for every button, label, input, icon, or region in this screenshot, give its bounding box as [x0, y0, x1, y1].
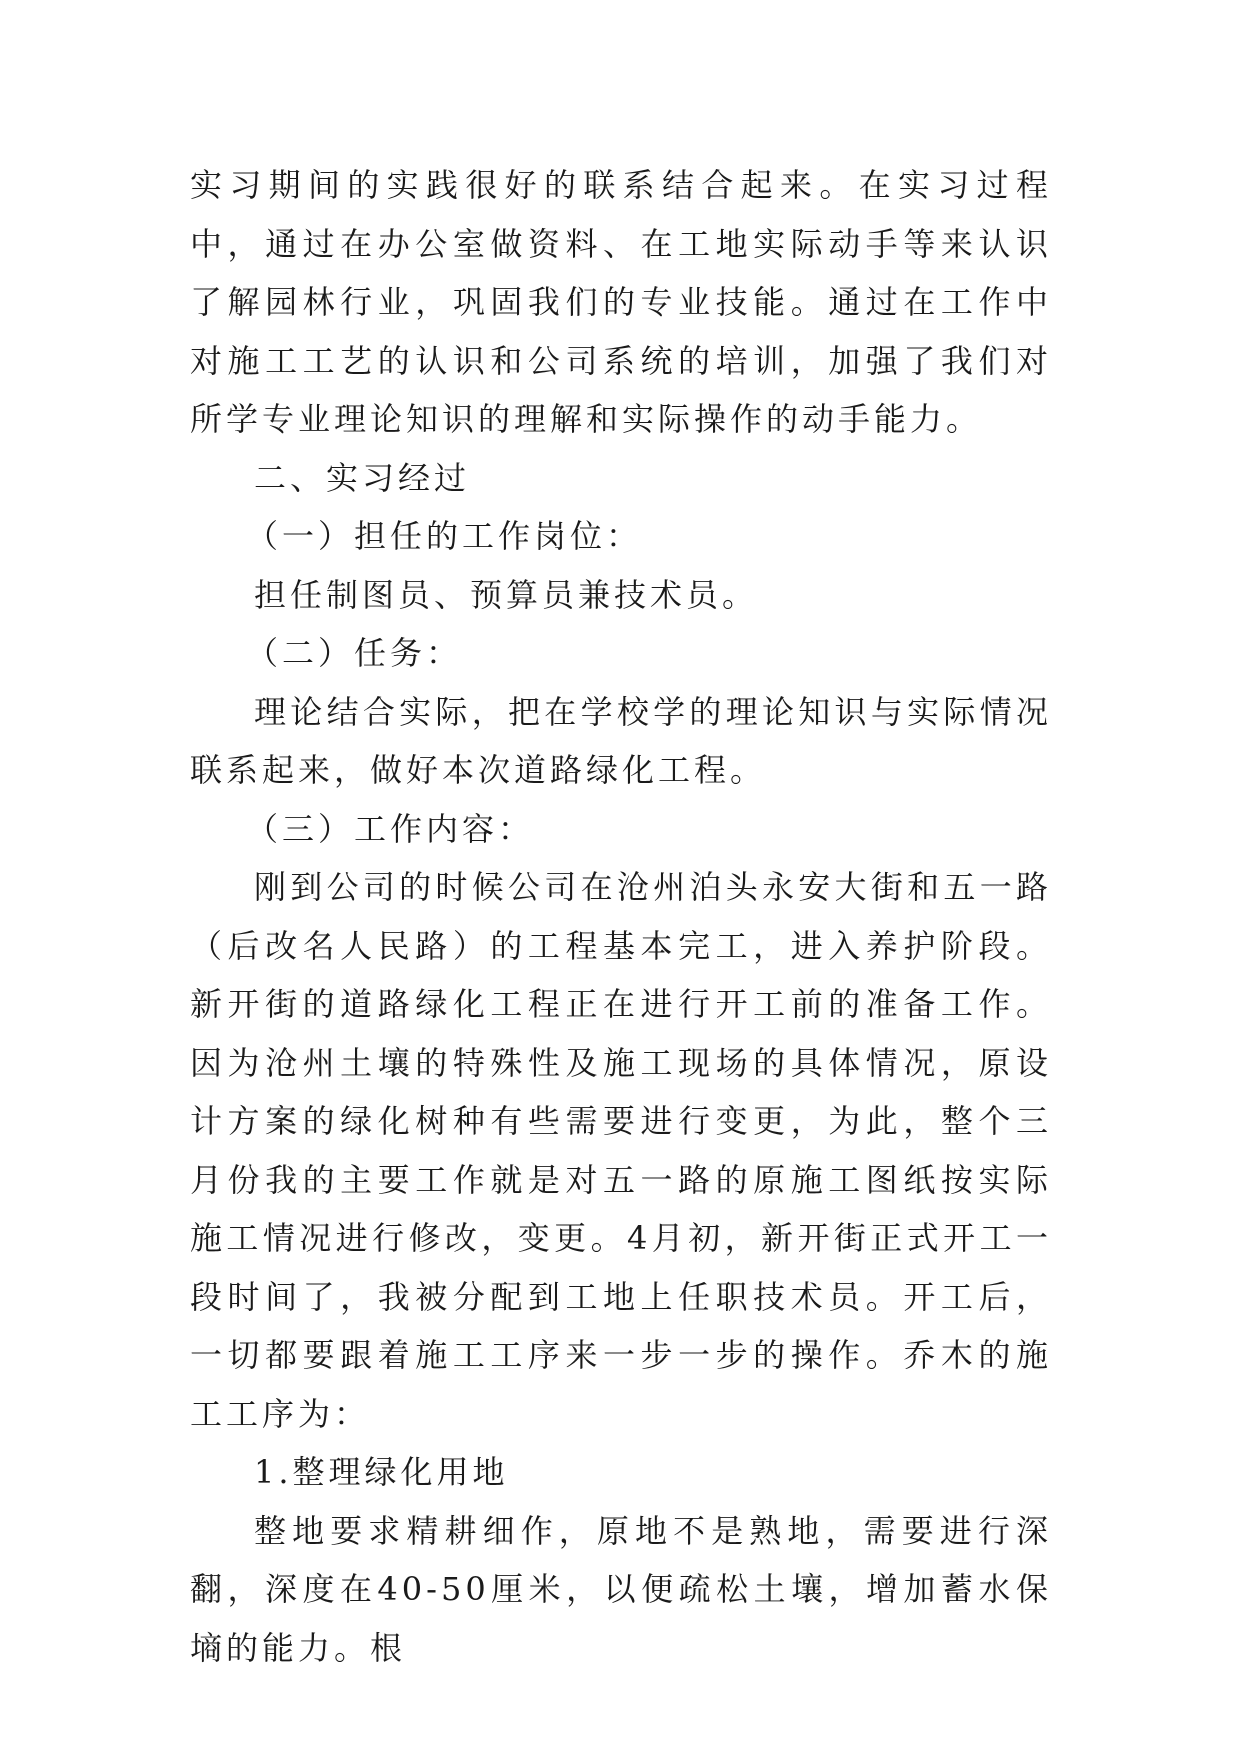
paragraph: 整地要求精耕细作，原地不是熟地，需要进行深翻，深度在40-50厘米，以便疏松土壤，增加蓄水保墒的能力。根	[190, 1511, 1052, 1667]
numbered-heading: 1.整理绿化用地	[254, 1453, 509, 1491]
paragraph: 理论结合实际，把在学校学的理论知识与实际情况联系起来，做好本次道路绿化工程。	[190, 692, 1052, 789]
section-heading: 二、实习经过	[254, 458, 471, 497]
paragraph-continuation: 实习期间的实践很好的联系结合起来。在实习过程中，通过在办公室做资料、在工地实际动手等来认识了解园林行业，巩固我们的专业技能。通过在工作中对施工工艺的认识和公司系统的培训，加强了我们对所学专业理论知识的理解和实际操作的动手能力。	[190, 166, 1052, 438]
subsection-heading: （二）任务：	[246, 634, 463, 672]
paragraph: 担任制图员、预算员兼技术员。	[254, 575, 759, 614]
document-body	[190, 156, 1052, 1677]
subsection-heading: （三）工作内容：	[246, 809, 535, 848]
subsection-heading: （一）担任的工作岗位：	[246, 517, 643, 555]
paragraph: 刚到公司的时候公司在沧州泊头永安大街和五一路（后改名人民路）的工程基本完工，进入养护阶段。新开街的道路绿化工程正在进行开工前的准备工作。因为沧州土壤的特殊性及施工现场的具体情况，原设计方案的绿化树种有些需要进行变更，为此，整个三月份我的主要工作就是对五一路的原施工图纸按实际施工情况进行修改，变更。4月初，新开街正式开工一段时间了，我被分配到工地上任职技术员。开工后，一切都要跟着施工工序来一步一步的操作。乔木的施工工序为：	[190, 868, 1052, 1433]
